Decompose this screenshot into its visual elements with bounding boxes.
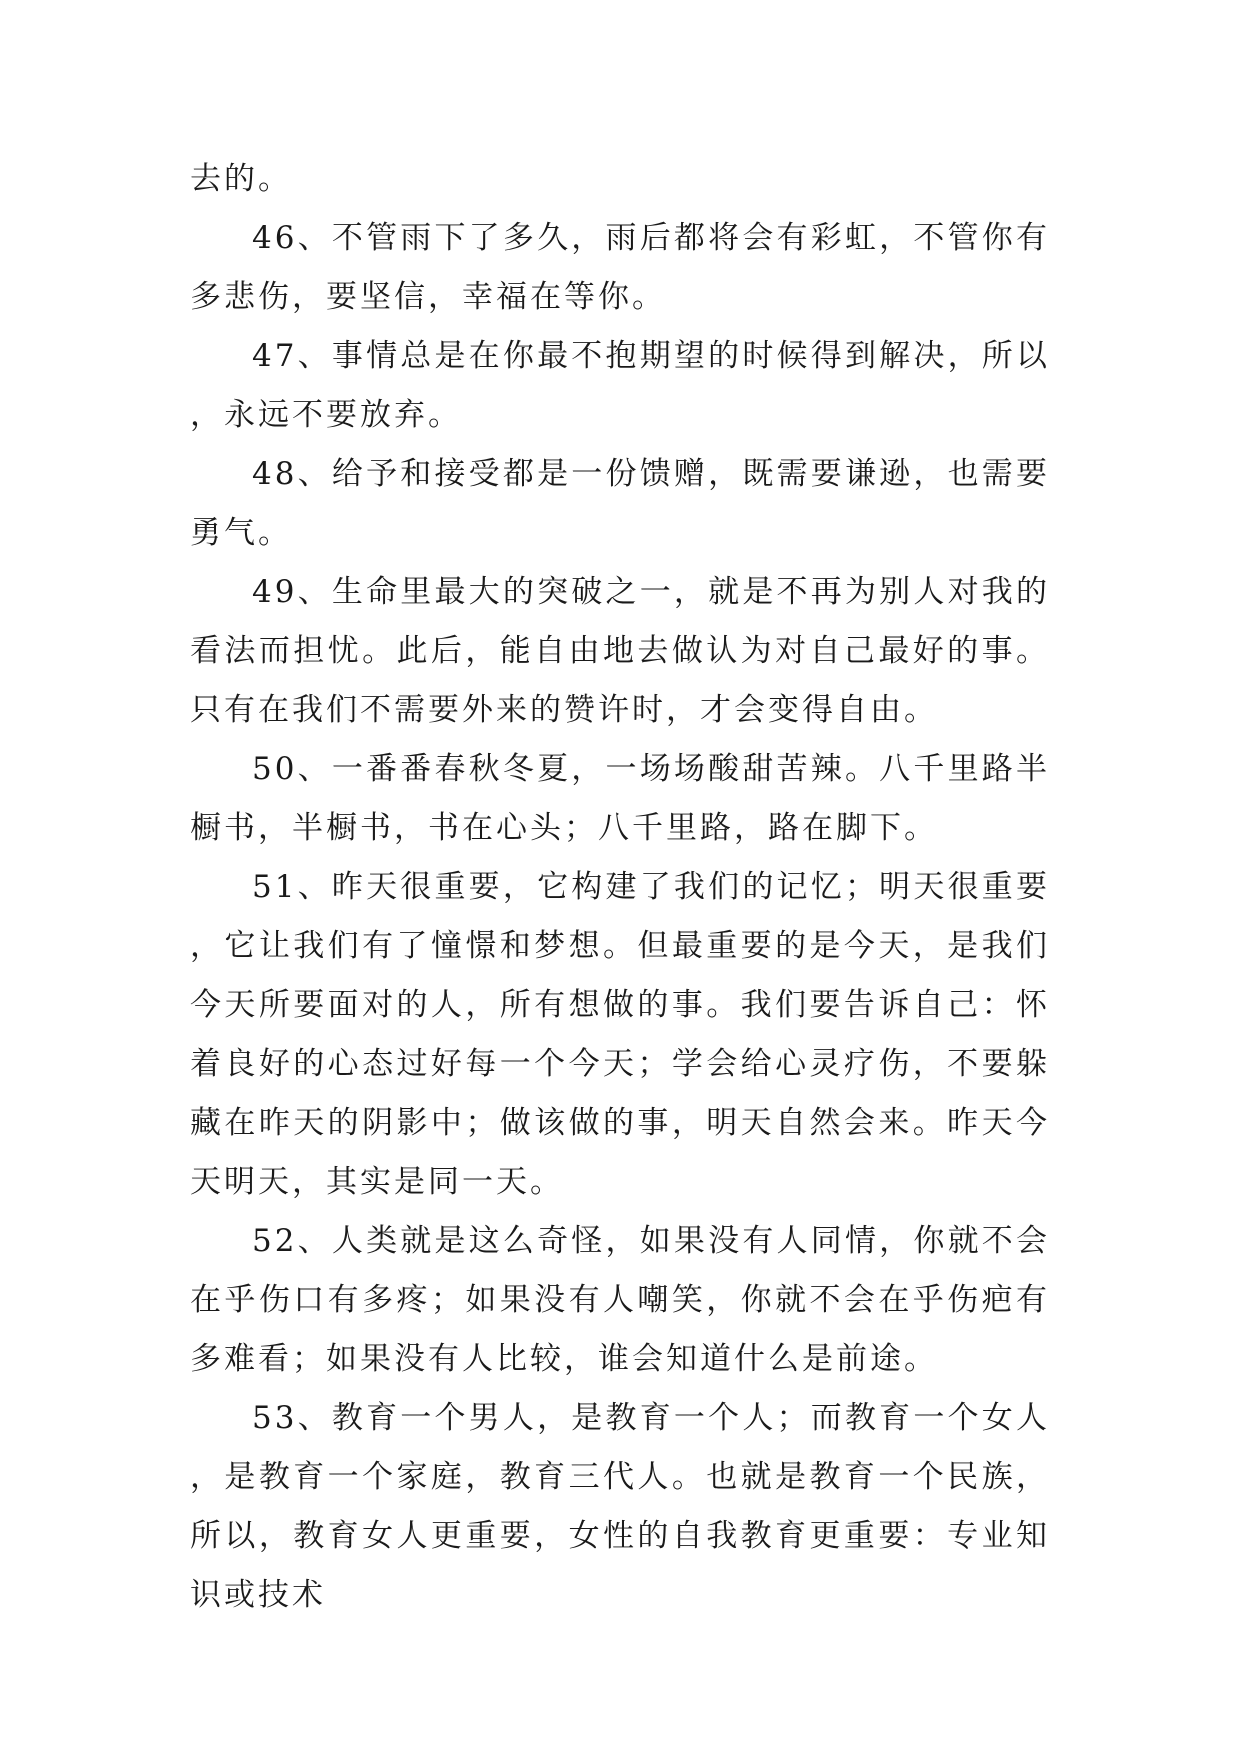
- paragraph-item-50: 50、一番番春秋冬夏，一场场酸甜苦辣。八千里路半橱书，半橱书，书在心头；八千里路，路在脚下。: [190, 751, 1050, 846]
- paragraph-item-47: 47、事情总是在你最不抱期望的时候得到解决，所以，永远不要放弃。: [190, 338, 1050, 433]
- paragraph-item-53: 53、教育一个男人，是教育一个人；而教育一个女人，是教育一个家庭，教育三代人。也就是教育一个民族，所以，教育女人更重要，女性的自我教育更重要：专业知识或技术: [190, 1400, 1050, 1613]
- paragraph-item-46: 46、不管雨下了多久，雨后都将会有彩虹，不管你有多悲伤，要坚信，幸福在等你。: [190, 220, 1050, 315]
- paragraph-item-52: 52、人类就是这么奇怪，如果没有人同情，你就不会在乎伤口有多疼；如果没有人嘲笑，你就不会在乎伤疤有多难看；如果没有人比较，谁会知道什么是前途。: [190, 1223, 1050, 1377]
- paragraph: 去的。: [190, 161, 292, 197]
- paragraph-item-49: 49、生命里最大的突破之一，就是不再为别人对我的看法而担忧。此后，能自由地去做认为对自己最好的事。只有在我们不需要外来的赞许时，才会变得自由。: [190, 574, 1050, 728]
- document-body: [190, 150, 1050, 1625]
- paragraph-item-51: 51、昨天很重要，它构建了我们的记忆；明天很重要，它让我们有了憧憬和梦想。但最重要的是今天，是我们今天所要面对的人，所有想做的事。我们要告诉自己：怀着良好的心态过好每一个今天；学会给心灵疗伤，不要躲藏在昨天的阴影中；做该做的事，明天自然会来。昨天今天明天，其实是同一天。: [190, 869, 1050, 1200]
- paragraph-item-48: 48、给予和接受都是一份馈赠，既需要谦逊，也需要勇气。: [190, 456, 1050, 551]
